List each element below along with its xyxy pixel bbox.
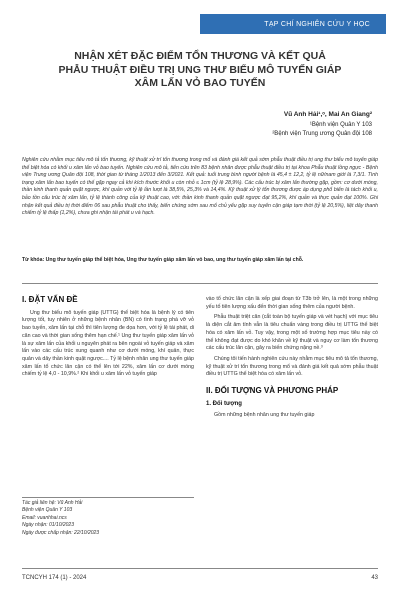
body-paragraph: Gồm những bệnh nhân ung thư tuyến giáp: [214, 412, 315, 419]
corresponding-author-note: [22, 500, 194, 537]
affiliation-1: ¹Bệnh viện Quân Y 103: [309, 122, 372, 128]
body-paragraph: vào tổ chức lân cận là xếp giai đoạn từ T3b trở lên, là một trong những yếu tố tiên lượng xấu đến thời gian sống thêm của người bệnh.: [206, 296, 378, 310]
right-column: [206, 296, 378, 423]
body-paragraph: Phẫu thuật triệt căn (cắt toàn bộ tuyến giáp và vét hạch) với mục tiêu là diện cắt âm tính vẫn là tiêu chuẩn vàng trong điều trị UTTG thể biệt hóa có xâm lấn vỏ. Tuy vậy, trong một số trường hợp mục tiêu này có thể không đạt được do khó khăn về kỹ thuật và nguy cơ làm tổn thương các cấu trúc lân cận, gây ra biến chứng nặng nề.³: [206, 314, 378, 352]
footnote-line: Ngày được chấp nhận: 22/10/2023: [22, 529, 100, 536]
author-names: Vũ Anh Hải¹,ᵒ, Mai An Giang²: [283, 111, 372, 118]
title-line: XÂM LẤN VỎ BAO TUYẾN: [134, 77, 266, 89]
article-title: [20, 50, 380, 91]
journal-header: [200, 14, 386, 34]
section-divider: [22, 283, 378, 284]
footnote-line: Ngày nhận: 01/10/2023: [22, 522, 74, 529]
page-number: 43: [371, 575, 378, 581]
page-footer: [22, 572, 378, 584]
keywords-text: Ung thư tuyến giáp thể biệt hóa, Ung thư tuyến giáp xâm lấn vỏ bao, ung thư tuyến giáp xâm lấn tại chỗ.: [45, 257, 304, 263]
abstract: Nghiên cứu nhằm mục tiêu mô tả tổn thương, kỹ thuật xử trí tổn thương trong mổ và đánh giá kết quả sớm phẫu thuật điều trị ung thư biểu mô tuyến giáp thể biệt hóa có khối u xâm lấn vỏ bao tuyến. Nghiên cứu mô tả, tiến cứu trên 83 bệnh nhân được phẫu thuật điều trị tại khoa Phẫu thuật lồng ngực - Bệnh viện Trung ương Quân đội 108, thời gian từ tháng 1/2013 đến 3/2021. Kết quả: tuổi trung bình người bệnh là 45,4 ± 12,2, tỷ lệ nữ/nam giới là 7,3/1. Tình trạng xâm lấn bao tuyến có thể gặp ngay cả khi kích thước khối u còn nhỏ ≤ 1cm (tỷ lệ 28,9%). Các cấu trúc bị xâm lấn thường gặp, gồm: cơ dưới móng, thần kinh thanh quản quặt ngược, khí quản với tỷ lệ lần lượt là 38,5%, 25,3% và 14,4%. Kỹ thuật xử lý tổn thương được áp dụng phổ biến là tách khối u, bảo tồn cấu trúc bị xâm lấn, tỷ lệ thành công của kỹ thuật cao, với: thần kinh thanh quản quặt ngược đạt 95,2%, khí quản và thực quản đạt 100%. Ghi nhận kết quả điều trị thời điểm 06 sau phẫu thuật cho thấy, biến chứng sớm sau mổ chủ yếu gặp suy tuyến cận giáp tạm thời (tỷ lệ 20,5%), liệt dây thanh chiếm tỷ lệ thấp (1,2%), chưa ghi nhận tái phát u và hạch.: [22, 157, 378, 217]
subsection-heading: 1. Đối tượng: [206, 400, 242, 407]
footnote-line: Tác giả liên hệ: Vũ Anh Hải: [22, 500, 83, 506]
author-block: [272, 110, 372, 139]
journal-issue: TCNCYH 174 (1) - 2024: [22, 575, 87, 581]
body-paragraph: Chúng tôi tiến hành nghiên cứu này nhằm mục tiêu mô tả tổn thương, kỹ thuật xử trí tổn thương trong mổ và đánh giá kết quả sớm phẫu thuật điều trị UTTG thể biệt hóa có xâm lấn vỏ.: [206, 355, 378, 378]
affiliation-2: ²Bệnh viện Trung ương Quân đội 108: [272, 131, 372, 137]
title-line: NHẬN XÉT ĐẶC ĐIỂM TỔN THƯƠNG VÀ KẾT QUẢ: [74, 50, 326, 62]
body-paragraph: Ung thư biểu mô tuyến giáp (UTTG) thể biệt hóa là bệnh lý có tiên lượng tốt, tuy nhiên ở những bệnh nhân (BN) có tình trạng phá vỡ vỏ bao tuyến, xâm lấn tại chỗ thì tiên lượng đe dọa hơn, với tỷ lệ tái phát, di căn cao và thời gian sống thêm hạn chế.¹ Ung thư tuyến giáp xâm lấn vỏ là sự xâm lấn của khối u nguyên phát ra bên ngoài vỏ tuyến giáp và xâm lấn vào các cấu trúc xung quanh như cơ dưới móng, khí quản, thực quản và dây thần kinh quặt ngược.... Tỷ lệ bệnh nhân ung thư tuyến giáp xâm lấn tổ chức lân cận có thể lên tới 22%, xâm lấn cơ dưới móng chiếm tỷ lệ 4,0 - 10,9%.² Khi khối u xâm lấn vỏ tuyến giáp: [22, 309, 194, 378]
keywords: [22, 257, 378, 265]
left-column: [22, 296, 194, 382]
footnote-line: Bệnh viện Quân Y 103: [22, 507, 73, 514]
footnote-line: Email: vuanhhai.ncs: [22, 514, 67, 521]
section-heading: I. ĐẶT VẤN ĐỀ: [22, 295, 78, 304]
journal-name: TẠP CHÍ NGHIÊN CỨU Y HỌC: [264, 20, 370, 28]
title-line: PHẪU THUẬT ĐIỀU TRỊ UNG THƯ BIỂU MÔ TUYẾN GIÁP: [58, 63, 342, 76]
section-heading: II. ĐỐI TƯỢNG VÀ PHƯƠNG PHÁP: [206, 386, 339, 396]
keywords-label: Từ khóa:: [22, 257, 45, 263]
